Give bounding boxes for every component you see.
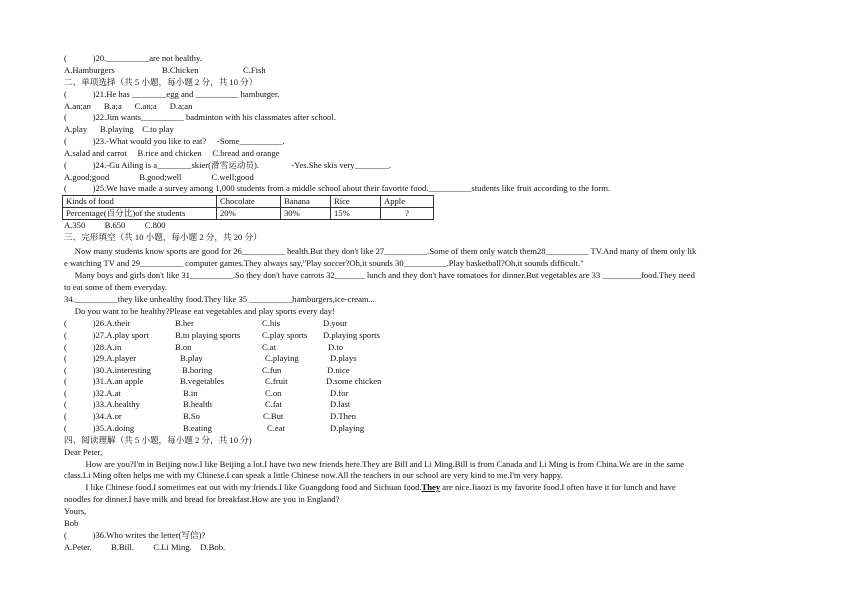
table-row bbox=[63, 208, 434, 220]
cloze-option-c: C.eat bbox=[267, 423, 285, 433]
letter-text: are nice.Jiaozi is my favorite food.I often have it for lunch and have bbox=[440, 482, 676, 492]
table-cell: Apple bbox=[381, 196, 434, 208]
cloze-option-b: B.vegetables bbox=[180, 376, 225, 386]
table-cell: ? bbox=[381, 208, 434, 220]
cloze-option-number: ( )28.A.in bbox=[64, 342, 122, 352]
section4-heading: 四、阅读理解（共 5 小题，每小题 2 分，共 10 分) bbox=[64, 435, 252, 445]
table-cell: 15% bbox=[331, 208, 381, 220]
cloze-option-d: D.last bbox=[330, 399, 351, 409]
cloze-option-number: ( )32.A.at bbox=[64, 388, 121, 398]
letter-greeting: Dear Peter, bbox=[64, 447, 103, 457]
cloze-option-c: C.his bbox=[262, 318, 280, 328]
cloze-option-d: D.some chicken bbox=[326, 376, 382, 386]
cloze-option-d: D.to bbox=[328, 342, 344, 352]
cloze-option-d: D.nice bbox=[327, 365, 350, 375]
q20-option-b: B.Chicken bbox=[162, 65, 199, 75]
section3-heading: 三、完形填空（共 10 小题，每小题 2 分，共 20 分） bbox=[64, 232, 262, 242]
cloze-option-c: C.play sports bbox=[262, 330, 308, 340]
q25-options: A.350 B.650 C.800 bbox=[64, 220, 166, 230]
letter-signature: Bob bbox=[64, 518, 79, 528]
cloze-option-c: C.playing bbox=[265, 353, 299, 363]
q22-stem: ( )22.Jim wants__________ badminton with his classmates after school. bbox=[64, 112, 336, 122]
section2-heading: 二、单项选择（共 5 小题，每小题 2 分，共 10 分） bbox=[64, 77, 258, 87]
q36-stem: ( )36.Who writes the letter(写信)? bbox=[64, 530, 206, 540]
cloze-option-b: B.on bbox=[175, 342, 192, 352]
letter-paragraph: How are you?I'm in Beijing now.I like Beijing a lot.I have two new friends here.They are Bill and Li Ming.Bill is from Canada and Li Ming is from China.We are in the same bbox=[64, 459, 685, 469]
q21-options: A.an;an B.a;a C.an;a D.a;an bbox=[64, 101, 193, 111]
cloze-option-number: ( )34.A.or bbox=[64, 411, 122, 421]
cloze-option-c: C.But bbox=[263, 411, 284, 421]
cloze-text: Now many students know sports are good for 26__________ health.But they don't like 27__________.Some of them only watch them28__________ TV.And many of them only lik bbox=[64, 246, 697, 256]
cloze-text: e watching TV and 29__________ computer games.They always say,"Play soccer?Oh,it sounds 30__________.Play basketball?Oh,it sounds difficult." bbox=[64, 258, 584, 268]
table-cell: Percentage(百分比)of the students bbox=[63, 208, 217, 220]
cloze-option-b: B.health bbox=[183, 399, 212, 409]
cloze-option-c: C.fruit bbox=[265, 376, 288, 386]
cloze-text: Many boys and girls don't like 31__________.So they don't have carrots 32_______ lunch and they don't have tomatoes for dinner.But vegetables are 33 _________food.They need bbox=[64, 270, 695, 280]
cloze-option-d: D.your bbox=[323, 318, 348, 328]
food-survey-table bbox=[62, 195, 434, 220]
q23-stem: ( )23.-What would you like to eat? -Some__________. bbox=[64, 136, 285, 146]
cloze-option-b: B.boring bbox=[182, 365, 213, 375]
cloze-option-b: B.her bbox=[175, 318, 194, 328]
cloze-option-b: B.eating bbox=[183, 423, 212, 433]
cloze-option-d: D.playing sports bbox=[323, 330, 380, 340]
cloze-option-b: B.play bbox=[180, 353, 203, 363]
q20-stem: ( )20.__________are not healthy. bbox=[64, 53, 202, 63]
table-cell: Kinds of food bbox=[63, 196, 217, 208]
letter-text: I like Chinese food.I sometimes eat out with my friends.I like Guangdong food and Sichuan food. bbox=[64, 482, 422, 492]
cloze-text: Do you want to be healthy?Please eat vegetables and play sports every day! bbox=[64, 306, 335, 316]
q25-stem: ( )25.We have made a survey among 1,000 students from a middle school about their favorite food.__________students like fruit according to the form. bbox=[64, 183, 611, 193]
cloze-option-d: D.for bbox=[330, 388, 349, 398]
q21-stem: ( )21.He has ________egg and __________ hamburger. bbox=[64, 89, 280, 99]
cloze-option-number: ( )30.A.interesting bbox=[64, 365, 151, 375]
underlined-word: They bbox=[421, 482, 441, 492]
cloze-text: to eat some of them everyday. bbox=[64, 282, 168, 292]
table-cell: Chocolate bbox=[217, 196, 281, 208]
table-row bbox=[63, 196, 434, 208]
cloze-option-b: B.to playing sports bbox=[175, 330, 241, 340]
letter-paragraph: noodles for dinner.I have milk and bread for breakfast.How are you in England? bbox=[64, 494, 340, 504]
q20-option-c: C.Fish bbox=[243, 65, 266, 75]
table-cell: 30% bbox=[281, 208, 331, 220]
q23-options: A.salad and carrot B.rice and chicken C.bread and orange bbox=[64, 148, 280, 158]
q36-options: A.Peter. B.Bill. C.Li Ming. D.Bob. bbox=[64, 542, 226, 552]
q22-options: A.play B.playing C.to play bbox=[64, 124, 174, 134]
letter-closing: Yours, bbox=[64, 506, 87, 516]
letter-paragraph: class.Li Ming often helps me with my Chinese.I can speak a little Chinese now.All the teachers in our school are very kind to me.I'm very happy. bbox=[64, 470, 563, 480]
cloze-option-b: B.in bbox=[183, 388, 198, 398]
cloze-option-number: ( )27.A.play sport bbox=[64, 330, 149, 340]
cloze-option-number: ( )31.A.an apple bbox=[64, 376, 144, 386]
cloze-option-b: B.So bbox=[183, 411, 200, 421]
q20-option-a: A.Hamburgers bbox=[64, 65, 115, 75]
cloze-option-number: ( )35.A.doing bbox=[64, 423, 135, 433]
cloze-option-c: C.on bbox=[265, 388, 282, 398]
q24-stem: ( )24.-Gu Ailing is a________skier(滑雪运动员). -Yes.She skis very________. bbox=[64, 160, 392, 170]
table-cell: Banana bbox=[281, 196, 331, 208]
cloze-option-number: ( )29.A.player bbox=[64, 353, 137, 363]
cloze-option-number: ( )33.A.healthy bbox=[64, 399, 140, 409]
table-cell: Rice bbox=[331, 196, 381, 208]
cloze-option-d: D.plays bbox=[330, 353, 357, 363]
cloze-option-c: C.fun bbox=[262, 365, 282, 375]
letter-paragraph bbox=[64, 482, 676, 493]
cloze-option-d: D.playing bbox=[330, 423, 365, 433]
q24-options: A.good;good B.good;well C.well;good bbox=[64, 172, 254, 182]
cloze-option-d: D.Then bbox=[330, 411, 357, 421]
cloze-option-c: C.at bbox=[262, 342, 277, 352]
cloze-text: 34.__________they like unhealthy food.They like 35 __________hamburgers,ice-cream... bbox=[64, 294, 376, 304]
cloze-option-number: ( )26.A.their bbox=[64, 318, 131, 328]
table-cell: 20% bbox=[217, 208, 281, 220]
cloze-option-c: C.fat bbox=[265, 399, 282, 409]
